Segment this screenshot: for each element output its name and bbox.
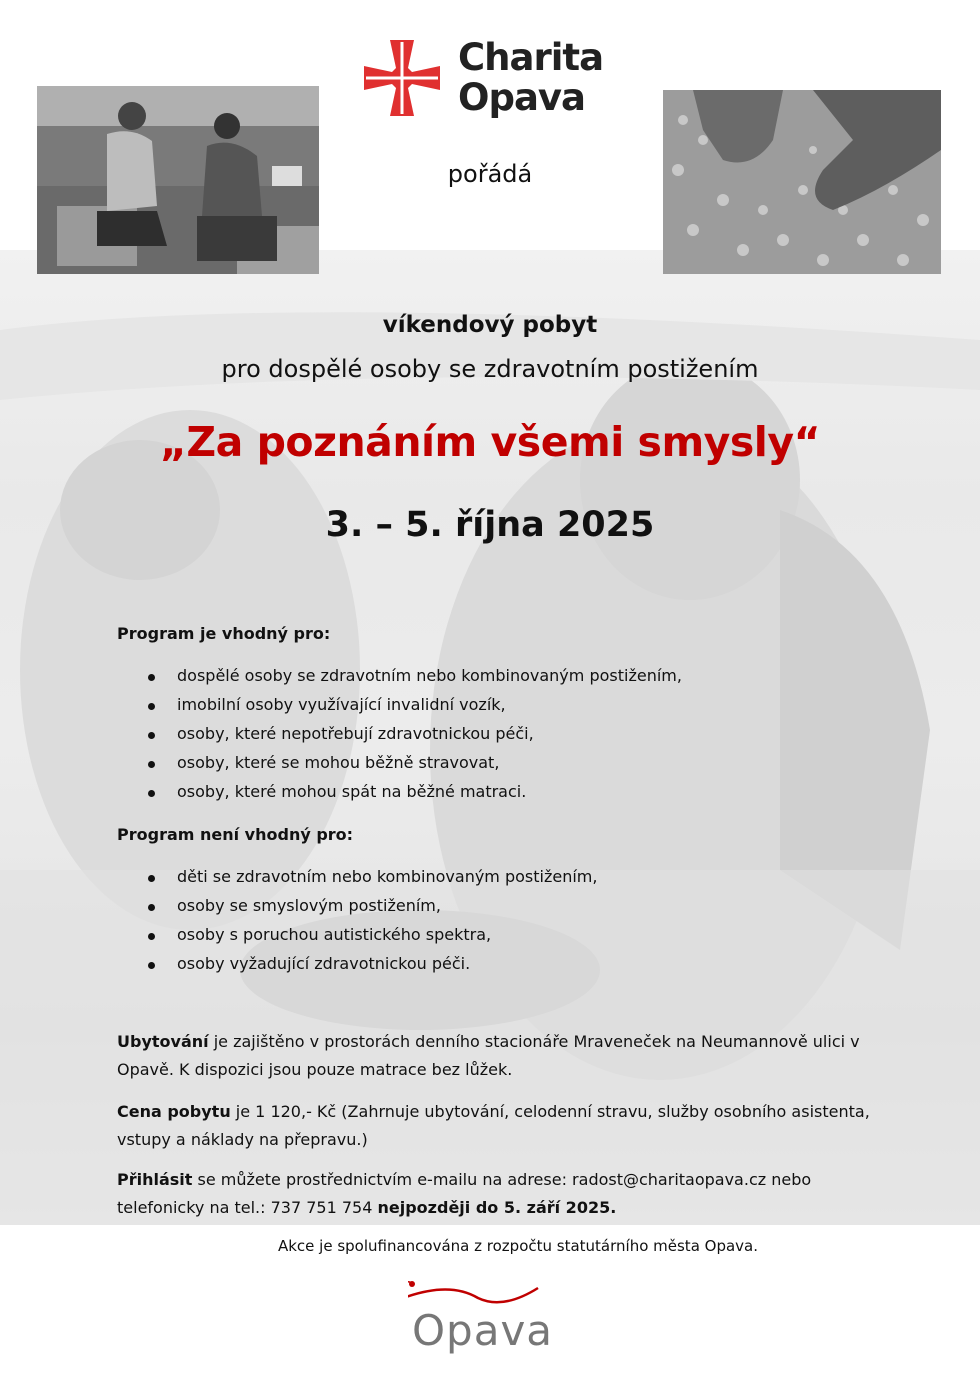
- list-item: děti se zdravotním nebo kombinovaným postižením,: [117, 863, 877, 892]
- opava-city-logo: [408, 1270, 568, 1370]
- list-item: osoby se smyslovým postižením,: [117, 892, 877, 921]
- event-date: 3. – 5. října 2025: [325, 505, 655, 545]
- bullet-icon: [148, 761, 155, 768]
- list-item: osoby s poruchou autistického spektra,: [117, 921, 877, 950]
- opava-bird-icon: [408, 1270, 568, 1310]
- cofinancing-note: Akce je spolufinancována z rozpočtu statutárního města Opava.: [277, 1237, 759, 1255]
- signup-paragraph: [117, 1166, 877, 1222]
- bullet-icon: [148, 703, 155, 710]
- accommodation-text: je zajištěno v prostorách denního stacionáře Mraveneček na Neumannově ulici v Opavě. K dispozici jsou pouze matrace bez lůžek.: [117, 1032, 860, 1079]
- bullet-icon: [148, 933, 155, 940]
- list-item: osoby, které nepotřebují zdravotnickou péči,: [117, 720, 877, 749]
- suitable-heading: Program je vhodný pro:: [117, 624, 331, 643]
- bullet-icon: [148, 790, 155, 797]
- charita-logo: [362, 38, 622, 118]
- price-label: Cena pobytu: [117, 1102, 231, 1121]
- logo-line2: Opava: [458, 76, 585, 119]
- accommodation-paragraph: [117, 1028, 877, 1084]
- bullet-icon: [148, 875, 155, 882]
- list-item: osoby vyžadující zdravotnickou péči.: [117, 950, 877, 979]
- price-text: je 1 120,- Kč (Zahrnuje ubytování, celodenní stravu, služby osobního asistenta, vstupy a náklady na přepravu.): [117, 1102, 870, 1149]
- program-content: [117, 620, 877, 1217]
- unsuitable-heading: Program není vhodný pro:: [117, 825, 354, 844]
- list-item: imobilní osoby využívající invalidní vozík,: [117, 691, 877, 720]
- event-title: „Za poznáním všemi smysly“: [159, 418, 821, 466]
- list-item: dospělé osoby se zdravotním nebo kombinovaným postižením,: [117, 662, 877, 691]
- signup-label: Přihlásit: [117, 1170, 193, 1189]
- list-item: osoby, které se mohou běžně stravovat,: [117, 749, 877, 778]
- price-paragraph: [117, 1098, 877, 1154]
- event-type: víkendový pobyt: [382, 312, 598, 338]
- organizes-text: pořádá: [447, 160, 533, 188]
- bullet-icon: [148, 904, 155, 911]
- accommodation-label: Ubytování: [117, 1032, 209, 1051]
- event-audience: pro dospělé osoby se zdravotním postižením: [221, 355, 759, 383]
- suitable-list: [117, 662, 877, 807]
- charita-cross-icon: [362, 38, 442, 118]
- bullet-icon: [148, 962, 155, 969]
- logo-line1: Charita: [458, 36, 604, 79]
- bullet-icon: [148, 732, 155, 739]
- unsuitable-list: [117, 863, 877, 979]
- list-item: osoby, které mohou spát na běžné matraci.: [117, 778, 877, 807]
- signup-deadline: nejpozději do 5. září 2025.: [377, 1198, 617, 1217]
- bullet-icon: [148, 674, 155, 681]
- signup-text: se můžete prostřednictvím e-mailu na adrese: radost@charitaopava.cz nebo telefonicky na tel.: 737 751 754: [117, 1170, 812, 1217]
- opava-logo-text: Opava: [412, 1306, 554, 1355]
